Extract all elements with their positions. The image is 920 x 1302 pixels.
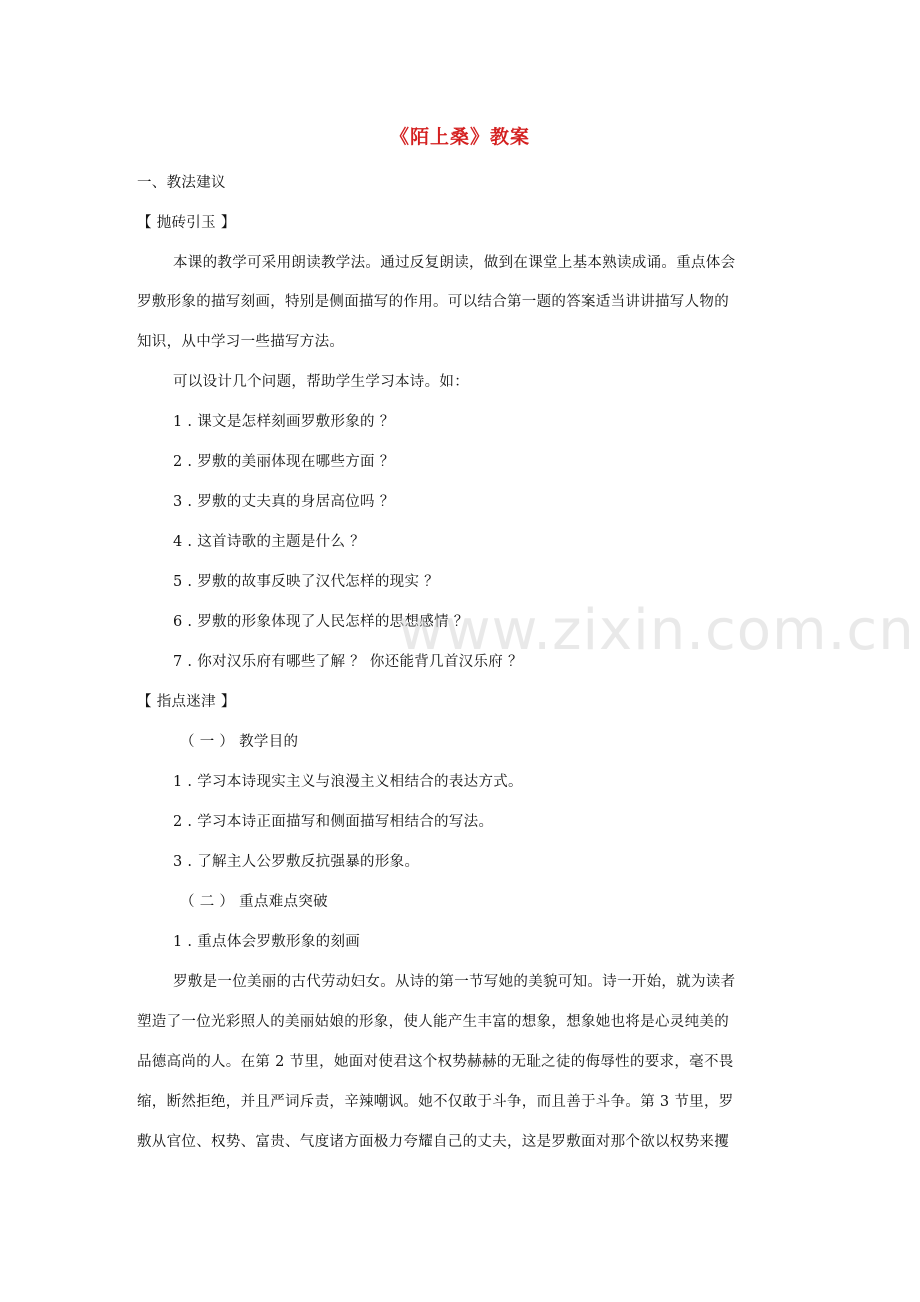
paragraph-line: 可以设计几个问题，帮助学生学习本诗。如： <box>173 374 469 390</box>
subsection-heading: （ 二 ） 重点难点突破 <box>180 894 328 910</box>
paragraph-line: 知识，从中学习一些描写方法。 <box>137 334 345 350</box>
question-item: 2 . 罗敷的美丽体现在哪些方面 ？ <box>173 454 395 470</box>
section-heading: 一、教法建议 <box>137 175 226 191</box>
paragraph-line: 品德高尚的人。在第 2 节里，她面对使君这个权势赫赫的无耻之徒的侮辱性的要求，毫不畏 <box>137 1054 734 1070</box>
watermark: www.zixin.com.cn <box>398 598 915 663</box>
document-title: 《陌上桑》教案 <box>389 126 530 148</box>
goal-item: 3 . 了解主人公罗敷反抗强暴的形象。 <box>173 854 420 870</box>
goal-item: 1 . 学习本诗现实主义与浪漫主义相结合的表达方式。 <box>173 774 523 790</box>
subheading-pzyy: 【 抛砖引玉 】 <box>137 215 236 231</box>
question-item: 4 . 这首诗歌的主题是什么 ？ <box>173 534 365 550</box>
paragraph-line: 缩，断然拒绝，并且严词斥责，辛辣嘲讽。她不仅敢于斗争，而且善于斗争。第 3 节里，罗 <box>137 1094 734 1110</box>
paragraph-line: 本课的教学可采用朗读教学法。通过反复朗读，做到在课堂上基本熟读成诵。重点体会 <box>173 255 736 271</box>
paragraph-line: 敷从官位、权势、富贵、气度诸方面极力夸耀自己的丈夫，这是罗敷面对那个欲以权势来攫 <box>137 1134 729 1150</box>
subheading-zdmj: 【 指点迷津 】 <box>137 694 236 710</box>
question-item: 3 . 罗敷的丈夫真的身居高位吗 ？ <box>173 494 395 510</box>
question-item: 7 . 你对汉乐府有哪些了解 ？ 你还能背几首汉乐府 ？ <box>173 654 523 670</box>
subsection-heading: （ 一 ） 教学目的 <box>180 734 299 750</box>
question-item: 5 . 罗敷的故事反映了汉代怎样的现实 ？ <box>173 574 439 590</box>
question-item: 6 . 罗敷的形象体现了人民怎样的思想感情 ？ <box>173 614 469 630</box>
question-item: 1 . 课文是怎样刻画罗敷形象的 ？ <box>173 414 395 430</box>
paragraph-line: 罗敷形象的描写刻画，特别是侧面描写的作用。可以结合第一题的答案适当讲讲描写人物的 <box>137 294 729 310</box>
paragraph-line: 塑造了一位光彩照人的美丽姑娘的形象，使人能产生丰富的想象，想象她也将是心灵纯美的 <box>137 1014 729 1030</box>
paragraph-line: 罗敷是一位美丽的古代劳动妇女。从诗的第一节写她的美貌可知。诗一开始，就为读者 <box>173 974 736 990</box>
goal-item: 2 . 学习本诗正面描写和侧面描写相结合的写法。 <box>173 814 494 830</box>
point-heading: 1 . 重点体会罗敷形象的刻画 <box>173 934 361 950</box>
